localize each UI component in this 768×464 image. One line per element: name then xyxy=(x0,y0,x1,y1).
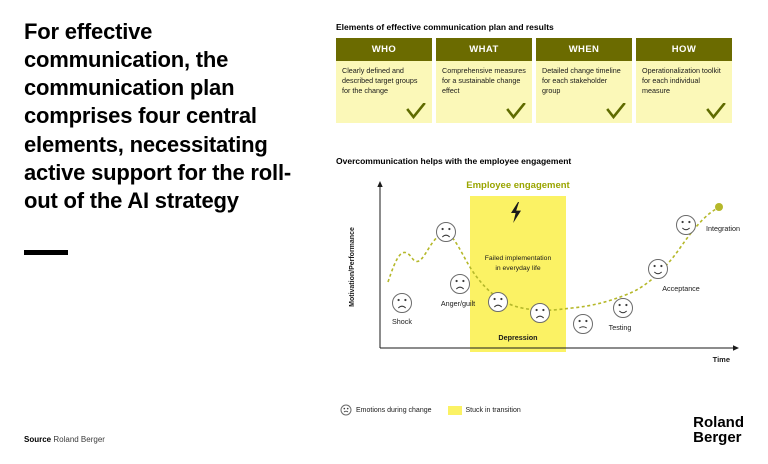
stage-label-integration: Integration xyxy=(706,224,740,233)
page-title: For effective communication, the communication plan comprises four central elements, necessitating active support for the roll-out of the AI strategy xyxy=(24,19,291,213)
emoticon-icon xyxy=(340,404,352,416)
legend-item-emotions xyxy=(340,404,432,416)
check-icon xyxy=(706,103,726,121)
legend-label: Stuck in transition xyxy=(465,406,521,414)
column-header: WHAT xyxy=(436,38,532,61)
table-column-what xyxy=(436,38,532,123)
stage-label-depression: Depression xyxy=(498,333,538,342)
check-icon xyxy=(406,103,426,121)
column-text: Clearly defined and described target groups for the change xyxy=(342,66,418,96)
column-text: Operationalization toolkit for each individual measure xyxy=(642,66,721,96)
x-axis-label: Time xyxy=(712,355,730,364)
x-axis-arrow xyxy=(733,345,739,350)
table-column-who xyxy=(336,38,432,123)
legend-swatch xyxy=(448,406,462,415)
stuck-in-transition-band xyxy=(470,196,566,352)
y-axis-label: Motivation/Performance xyxy=(349,227,356,307)
check-icon xyxy=(506,103,526,121)
logo-line-1: Roland xyxy=(693,413,744,431)
column-body xyxy=(436,61,532,123)
column-header: WHEN xyxy=(536,38,632,61)
emoticon-testing-1 xyxy=(574,315,593,334)
engagement-chart xyxy=(336,172,760,392)
emoticon-depression-2 xyxy=(531,304,550,323)
logo-line-2: Berger xyxy=(693,429,742,447)
emoticon-anger-guilt xyxy=(437,223,456,242)
stage-label-acceptance: Acceptance xyxy=(662,284,700,293)
elements-table xyxy=(336,38,732,123)
chart-section-title: Overcommunication helps with the employee engagement xyxy=(336,156,572,166)
emoticon-anger-guilt-2 xyxy=(451,275,470,294)
y-axis-arrow xyxy=(377,181,382,187)
check-icon xyxy=(606,103,626,121)
emoticon-shock xyxy=(393,294,412,313)
chart-legend xyxy=(340,404,521,416)
stage-label-anger-guilt: Anger/guilt xyxy=(440,299,476,308)
right-content xyxy=(336,0,768,464)
column-text: Comprehensive measures for a sustainable change effect xyxy=(442,66,526,96)
stage-label-testing: Testing xyxy=(608,323,632,332)
elements-section-title: Elements of effective communication plan and results xyxy=(336,22,554,32)
table-column-when xyxy=(536,38,632,123)
stage-label-shock: Shock xyxy=(392,317,412,326)
column-body xyxy=(636,61,732,123)
column-header: HOW xyxy=(636,38,732,61)
column-text: Detailed change timeline for each stakeholder group xyxy=(542,66,621,96)
title-underline-rule xyxy=(24,250,68,255)
emoticon-depression-1 xyxy=(489,293,508,312)
column-header: WHO xyxy=(336,38,432,61)
legend-label: Emotions during change xyxy=(356,406,432,414)
source-label: Source xyxy=(24,435,52,444)
emoticon-integration xyxy=(677,216,696,235)
table-column-how xyxy=(636,38,732,123)
emoticon-acceptance xyxy=(649,260,668,279)
column-body xyxy=(336,61,432,123)
band-inner-text-line2: in everyday life xyxy=(495,265,541,272)
source-note xyxy=(24,435,105,444)
column-body xyxy=(536,61,632,123)
band-title: Employee engagement xyxy=(466,180,570,191)
curve-endpoint xyxy=(715,203,723,211)
legend-item-band xyxy=(448,406,521,415)
source-value: Roland Berger xyxy=(53,435,105,444)
band-inner-text-line1: Failed implementation xyxy=(484,255,552,262)
emoticon-testing-2 xyxy=(614,299,633,318)
